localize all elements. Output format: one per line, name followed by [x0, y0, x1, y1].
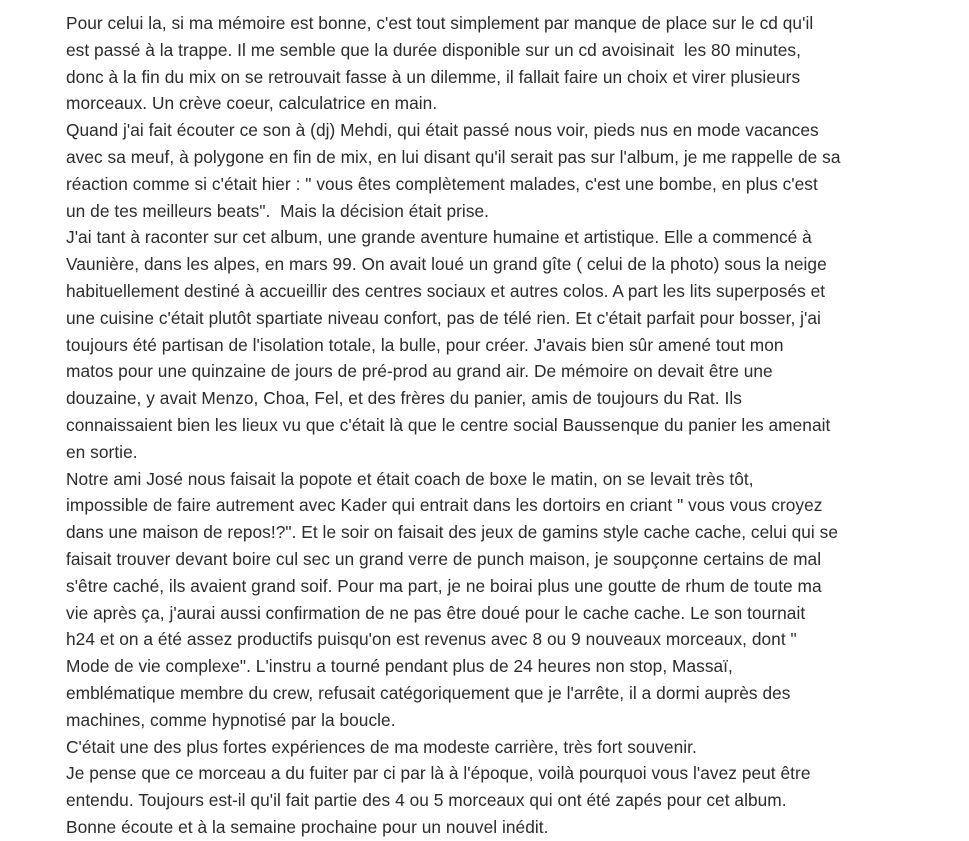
text-line: est passé à la trappe. Il me semble que la durée disponible sur un cd avoisinait les 80 minutes,	[66, 39, 801, 60]
text-line: Pour celui la, si ma mémoire est bonne, c'est tout simplement par manque de place sur le cd qu'il	[66, 13, 814, 33]
text-line: réaction comme si c'était hier : " vous êtes complètement malades, c'est une bombe, en plus c'est	[66, 173, 818, 194]
text-line: une cuisine c'était plutôt spartiate niveau confort, pas de télé rien. Et c'était parfait pour bosser, j'ai	[66, 307, 821, 328]
text-line: Bonne écoute et à la semaine prochaine pour un nouvel inédit.	[66, 816, 549, 837]
text-line: machines, comme hypnotisé par la boucle.	[66, 709, 396, 730]
text-line: J'ai tant à raconter sur cet album, une grande aventure humaine et artistique. Elle a commencé à	[66, 227, 812, 248]
text-line: un de tes meilleurs beats". Mais la décision était prise.	[66, 200, 490, 221]
text-line: impossible de faire autrement avec Kader qui entrait dans les dortoirs en criant " vous vous croyez	[66, 495, 823, 516]
text-line: faisait trouver devant boire cul sec un grand verre de punch maison, je soupçonne certains de mal	[66, 548, 822, 569]
text-line: douzaine, y avait Menzo, Choa, Fel, et des frères du panier, amis de toujours du Rat. Ils	[66, 388, 742, 409]
text-line: Quand j'ai fait écouter ce son à (dj) Mehdi, qui était passé nous voir, pieds nus en mode vacances	[66, 120, 819, 141]
post-body-text	[66, 10, 916, 841]
text-line: morceaux. Un crève coeur, calculatrice en main.	[66, 93, 438, 114]
text-line: donc à la fin du mix on se retrouvait fasse à un dilemme, il fallait faire un choix et virer plusieurs	[66, 66, 801, 87]
text-line: en sortie.	[66, 441, 138, 462]
text-line: C'était une des plus fortes expériences de ma modeste carrière, très fort souvenir.	[66, 736, 697, 757]
text-line: connaissaient bien les lieux vu que c'était là que le centre social Baussenque du panier les amenait	[66, 414, 831, 435]
text-line: emblématique membre du crew, refusait catégoriquement que je l'arrête, il a dormi auprès des	[66, 682, 791, 703]
text-line: Mode de vie complexe". L'instru a tourné pendant plus de 24 heures non stop, Massaï,	[66, 656, 733, 677]
text-line: dans une maison de repos!?". Et le soir on faisait des jeux de gamins style cache cache, celui qui se	[66, 522, 838, 543]
text-line: avec sa meuf, à polygone en fin de mix, en lui disant qu'il serait pas sur l'album, je me rappelle de sa	[66, 146, 841, 167]
text-line: toujours été partisan de l'isolation totale, la bulle, pour créer. J'avais bien sûr amené tout mon	[66, 334, 784, 355]
text-line: matos pour une quinzaine de jours de pré-prod au grand air. De mémoire on devait être une	[66, 361, 773, 382]
text-line: h24 et on a été assez productifs puisqu'on est revenus avec 8 ou 9 nouveaux morceaux, dont "	[66, 629, 797, 650]
text-line: Vaunière, dans les alpes, en mars 99. On avait loué un grand gîte ( celui de la photo) sous la neige	[66, 254, 827, 275]
text-line: entendu. Toujours est-il qu'il fait partie des 4 ou 5 morceaux qui ont été zapés pour cet album.	[66, 790, 787, 811]
text-line: Notre ami José nous faisait la popote et était coach de boxe le matin, on se levait très tôt,	[66, 468, 754, 489]
text-line: Je pense que ce morceau a du fuiter par ci par là à l'époque, voilà pourquoi vous l'avez peut être	[66, 763, 811, 784]
text-line: s'être caché, ils avaient grand soif. Pour ma part, je ne boirai plus une goutte de rhum de toute ma	[66, 575, 822, 596]
text-line: habituellement destiné à accueillir des centres sociaux et autres colos. A part les lits superposés et	[66, 280, 826, 301]
text-line: vie après ça, j'aurai aussi confirmation de ne pas être doué pour le cache cache. Le son tournait	[66, 602, 806, 623]
